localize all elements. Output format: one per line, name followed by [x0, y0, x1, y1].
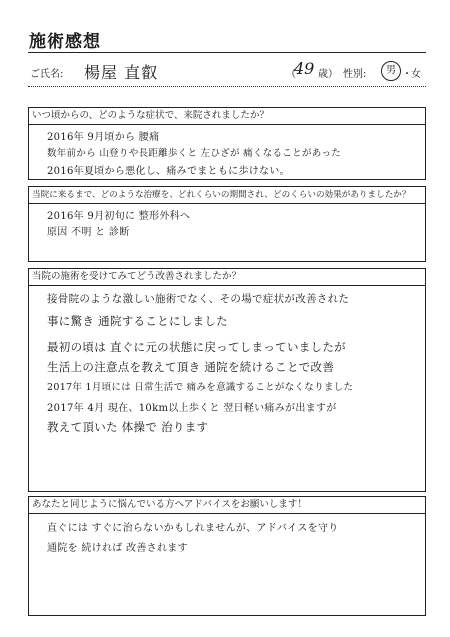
section-advice: [28, 496, 426, 616]
section-prior-treatment: [28, 186, 426, 262]
answer-line: 生活上の注意点を教えて頂き 通院を続けることで改善: [47, 360, 335, 374]
age-open-paren: （: [286, 69, 296, 80]
answer-line: 2017年 4月 現在、10km以上歩くと 翌日軽い痛みが出ますが: [47, 403, 337, 414]
answer-line: 2016年 9月頃から 腰痛: [47, 132, 160, 143]
answer-line: 接骨院のような激しい施術でなく、その場で症状が改善された: [47, 293, 350, 305]
name-value: 楊屋 直叡: [84, 63, 159, 82]
gender-female: 女: [411, 69, 421, 80]
section-symptoms: [28, 107, 426, 180]
question-improvement: 当院の施術を受けてみてどう改善されましたか？: [29, 269, 425, 286]
question-advice: あなたと同じように悩んでいる方へアドバイスをお願いします！: [29, 497, 425, 514]
age-value: 49: [294, 59, 315, 78]
name-label: ご氏名:: [30, 69, 64, 80]
answer-line: 2017年 1月頃には 日常生活で 痛みを意識することがなくなりました: [47, 382, 354, 393]
age-unit: 歳）: [318, 69, 338, 80]
gender-separator: ・: [402, 69, 412, 80]
gender-label: 性別:: [343, 69, 367, 80]
title-rule: [28, 52, 426, 53]
answer-line: 事に驚き 通院することにしました: [47, 314, 228, 328]
page-title: 施術感想: [29, 32, 101, 52]
answer-line: 通院を 続ければ 改善されます: [47, 543, 188, 554]
answer-line: 数年前から 山登りや長距離歩くと 左ひざが 痛くなることがあった: [47, 148, 342, 159]
answer-line: 直ぐには すぐに治らないかもしれませんが、アドバイスを守り: [47, 523, 339, 534]
name-underline: [28, 86, 426, 87]
section-improvement: [28, 268, 426, 492]
answer-line: 教えて頂いた 体操で 治ります: [47, 420, 209, 434]
answer-line: 最初の頃は 直ぐに元の状態に戻ってしまっていましたが: [47, 340, 346, 354]
answer-line: 原因 不明 と 診断: [47, 227, 130, 238]
question-symptoms: いつ頃からの、どのような症状で、来院されましたか？: [29, 108, 425, 125]
question-prior-treatment: 当院に来るまで、どのような治療を、どれくらいの期間され、どのくらいの効果がありましたか？: [29, 187, 425, 204]
answer-line: 2016年 9月初旬に 整形外科へ: [47, 211, 191, 222]
answer-line: 2016年夏頃から悪化し、痛みでまともに歩けない。: [47, 166, 290, 177]
patient-info-row: [28, 58, 426, 86]
gender-male-circled: 男: [381, 61, 401, 81]
